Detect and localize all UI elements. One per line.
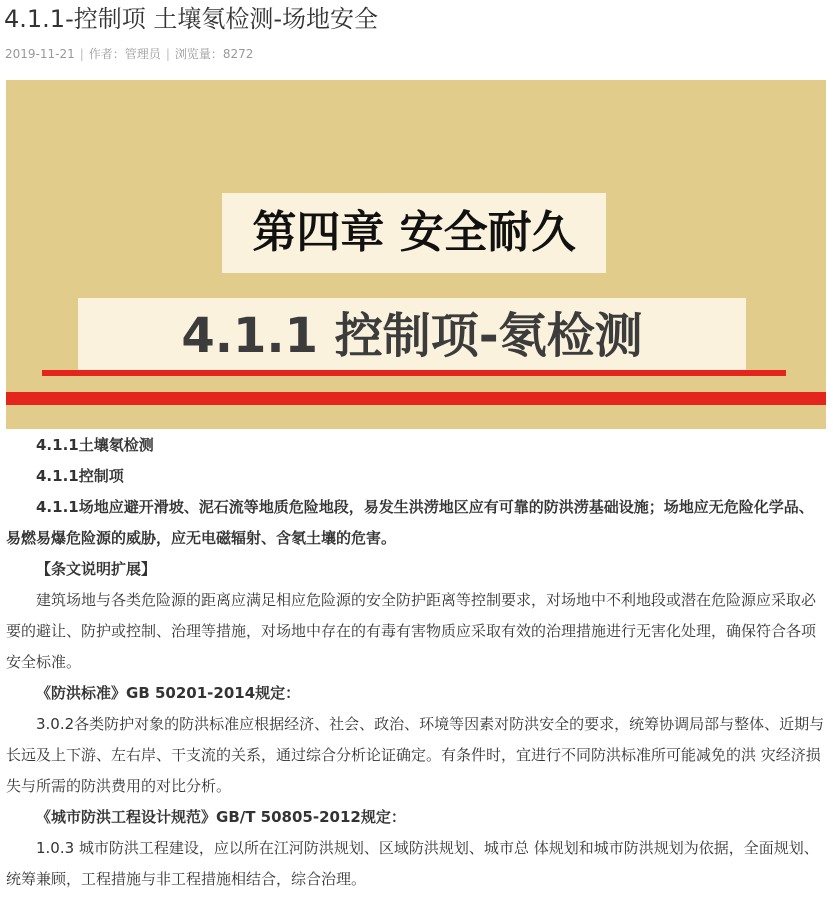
flood-standard-heading: 《防洪标准》GB 50201-2014规定：: [36, 684, 301, 702]
urban-flood-code-heading: 《城市防洪工程设计规范》GB/T 50805-2012规定：: [36, 808, 406, 826]
urban-flood-code-paragraph: 1.0.3 城市防洪工程建设，应以所在江河防洪规划、区域防洪规划、城市总 体规划和城市防洪规划为依据，全面规划、统筹兼顾，工程措施与非工程措施相结合，综合治理。: [6, 839, 819, 888]
red-underline-thin: [42, 370, 786, 376]
section-box: [78, 298, 746, 374]
article-content: [6, 430, 828, 895]
article-meta: [5, 45, 253, 63]
article-title: 4.1.1-控制项 土壤氡检测-场地安全: [4, 5, 379, 33]
red-underline-thick: [6, 392, 826, 405]
heading-radon-detection: 4.1.1土壤氡检测: [36, 436, 154, 454]
banner-image: [6, 80, 826, 429]
publish-date: 2019-11-21: [5, 47, 75, 61]
chapter-box: [222, 193, 606, 273]
meta-separator: |: [165, 47, 170, 61]
clause-text: 4.1.1场地应避开滑坡、泥石流等地质危险地段，易发生洪涝地区应有可靠的防洪涝基础设施；场地应无危险化学品、易燃易爆危险源的威胁，应无电磁辐射、含氡土壤的危害。: [6, 498, 814, 547]
chapter-title: 第四章 安全耐久: [252, 207, 576, 258]
view-count: 浏览量：8272: [174, 47, 254, 61]
heading-control-items: 4.1.1控制项: [36, 467, 124, 485]
author: 作者：管理员: [88, 47, 161, 61]
flood-standard-paragraph: 3.0.2各类防护对象的防洪标准应根据经济、社会、政治、环境等因素对防洪安全的要求，统筹协调局部与整体、近期与长远及上下游、左右岸、干支流的关系，通过综合分析论证确定。有条件时，宜进行不同防洪标准所可能减免的洪 灾经济损失与所需的防洪费用的对比分析。: [6, 715, 825, 795]
explanation-paragraph: 建筑场地与各类危险源的距离应满足相应危险源的安全防护距离等控制要求，对场地中不利地段或潜在危险源应采取必要的避让、防护或控制、治理等措施，对场地中存在的有毒有害物质应采取有效的治理措施进行无害化处理，确保符合各项安全标准。: [6, 591, 817, 671]
meta-separator: |: [79, 47, 84, 61]
clause-explanation-heading: 【条文说明扩展】: [36, 560, 157, 578]
section-title: 4.1.1 控制项-氡检测: [181, 308, 643, 364]
